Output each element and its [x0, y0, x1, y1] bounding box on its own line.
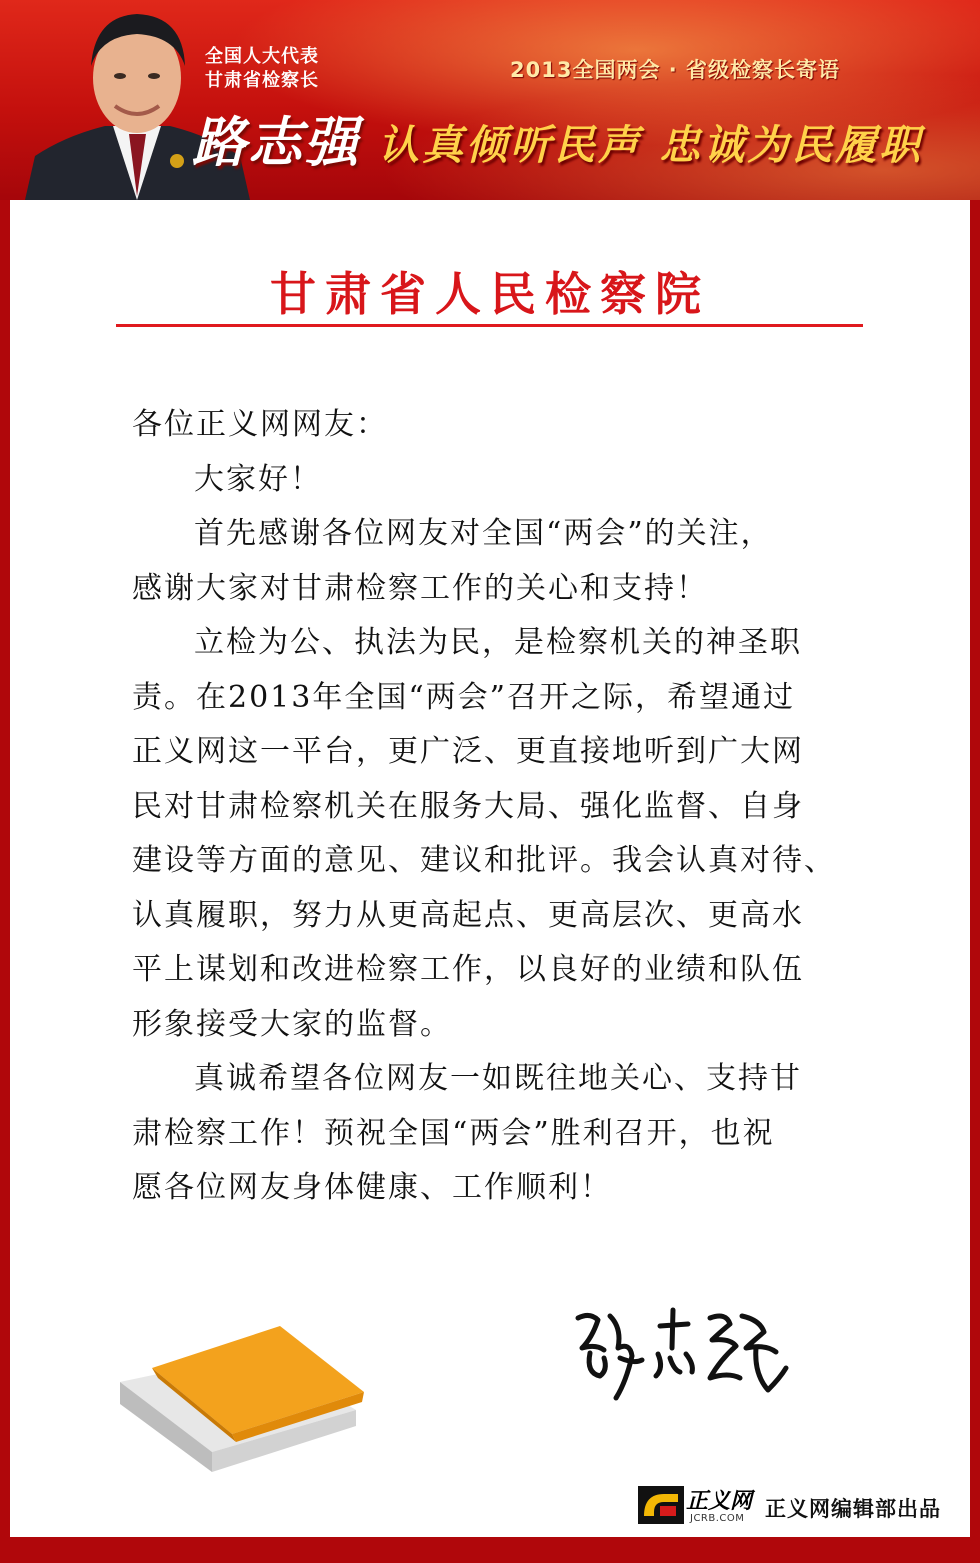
header-banner [0, 0, 980, 200]
banner-subtitle: 2013全国两会 · 省级检察长寄语 [510, 58, 841, 82]
letter-line: 感谢大家对甘肃检察工作的关心和支持！ [132, 570, 708, 606]
greeting: 大家好！ [194, 461, 322, 497]
letter-line: 责。在2013年全国“两会”召开之际，希望通过 [132, 679, 796, 715]
letter-line: 真诚希望各位网友一如既往地关心、支持甘 [194, 1061, 802, 1096]
letter-line: 肃检察工作！预祝全国“两会”胜利召开，也祝 [132, 1115, 775, 1151]
jcrb-logo-icon [638, 1486, 684, 1524]
folder-box-icon [112, 1322, 367, 1477]
role-line-1: 全国人大代表 [205, 46, 319, 67]
letter-line: 愿各位网友身体健康、工作顺利！ [132, 1170, 612, 1205]
letter-line: 首先感谢各位网友对全国“两会”的关注， [194, 516, 773, 551]
letter-line: 形象接受大家的监督。 [132, 1006, 452, 1042]
letter-line: 正义网这一平台，更广泛、更直接地听到广大网 [132, 734, 804, 769]
organization-title: 甘肃省人民检察院 [270, 267, 710, 321]
role-line-2: 甘肃省检察长 [205, 70, 319, 91]
banner-slogan: 认真倾听民声 忠诚为民履职 [378, 121, 924, 169]
logo-name: 正义网 [686, 1489, 753, 1514]
letter-body [132, 398, 852, 1216]
logo-url: JCRB.COM [690, 1513, 745, 1524]
letter-line: 认真履职，努力从更高起点、更高层次、更高水 [132, 897, 804, 933]
footer-credit: 正义网编辑部出品 [765, 1497, 941, 1521]
handwritten-signature [560, 1298, 800, 1408]
letter-line: 平上谋划和改进检察工作，以良好的业绩和队伍 [132, 952, 804, 987]
salutation: 各位正义网网友： [132, 407, 388, 442]
letter-line: 立检为公、执法为民，是检察机关的神圣职 [194, 625, 802, 660]
letter-line: 民对甘肃检察机关在服务大局、强化监督、自身 [132, 788, 804, 824]
letter-line: 建设等方面的意见、建议和批评。我会认真对待、 [132, 843, 836, 878]
title-divider [116, 324, 863, 327]
person-name: 路志强 [192, 111, 360, 174]
